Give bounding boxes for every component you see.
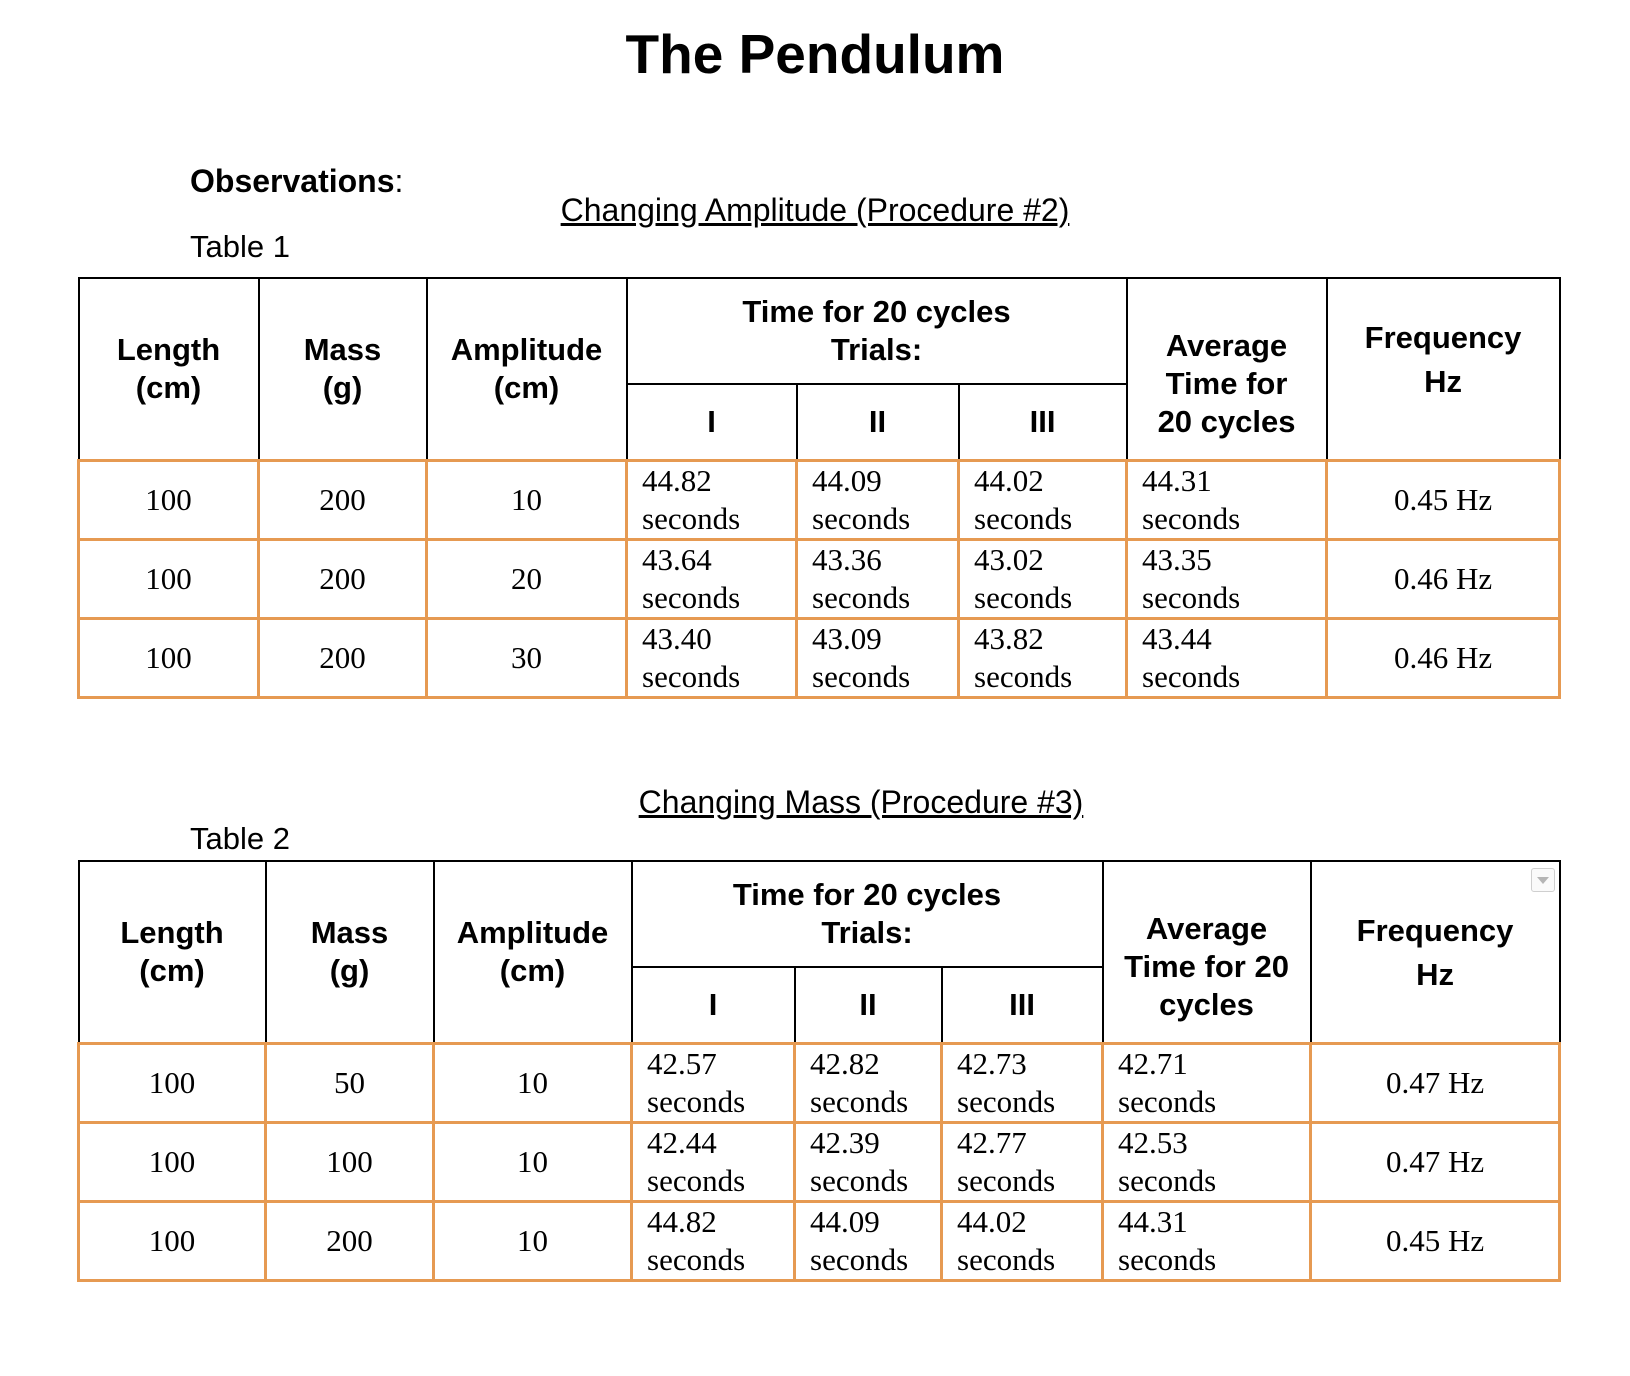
trial-1-unit: seconds (647, 1162, 746, 1198)
trial-2-cell (795, 1201, 942, 1280)
length-cell: 100 (79, 1043, 266, 1122)
trial-1-unit: seconds (642, 658, 741, 694)
amplitude-cell: 10 (434, 1201, 632, 1280)
table-row (79, 539, 1560, 618)
average-value: 43.35 (1142, 541, 1212, 577)
mass-cell: 200 (266, 1201, 434, 1280)
trial-1-value: 43.64 (642, 541, 712, 577)
table2-header-frequency-line2: Hz (1416, 957, 1454, 992)
trial-3-cell (942, 1043, 1103, 1122)
table1-heading: Changing Amplitude (Procedure #2) (560, 192, 1070, 228)
length-cell: 100 (79, 1201, 266, 1280)
trial-1-unit: seconds (642, 500, 741, 536)
table1-header-mass (259, 278, 427, 460)
trial-2-value: 42.82 (810, 1045, 880, 1081)
table1-header-average-line1: Average (1165, 327, 1288, 363)
average-value: 44.31 (1118, 1203, 1188, 1239)
table2-label: Table 2 (190, 821, 290, 856)
table1-header-average-line3: 20 cycles (1157, 403, 1296, 439)
trial-3-value: 42.77 (957, 1124, 1027, 1160)
trial-3-cell (959, 460, 1127, 539)
table1-header-frequency-line1: Frequency (1364, 320, 1522, 355)
amplitude-cell: 20 (427, 539, 627, 618)
average-cell (1103, 1043, 1311, 1122)
length-cell: 100 (79, 539, 259, 618)
table-row (79, 618, 1560, 697)
trial-2-unit: seconds (812, 500, 911, 536)
frequency-cell: 0.45 Hz (1311, 1201, 1560, 1280)
average-unit: seconds (1142, 658, 1241, 694)
dropdown-arrow-icon[interactable] (1531, 868, 1555, 892)
trial-1-value: 42.44 (647, 1124, 717, 1160)
table1-header-time (627, 278, 1127, 384)
mass-cell: 50 (266, 1043, 434, 1122)
table-row (79, 1043, 1560, 1122)
trial-1-cell (627, 618, 797, 697)
trial-2-cell (795, 1122, 942, 1201)
mass-cell: 200 (259, 539, 427, 618)
table2-header-frequency (1311, 861, 1560, 1043)
trial-2-unit: seconds (812, 579, 911, 615)
average-cell (1103, 1122, 1311, 1201)
trial-3-unit: seconds (957, 1241, 1056, 1277)
trial-1-unit: seconds (642, 579, 741, 615)
table2-header-time-line2: Trials: (821, 915, 913, 950)
table1-header-average (1127, 278, 1327, 460)
table2-header-average (1103, 861, 1311, 1043)
trial-1-unit: seconds (647, 1083, 746, 1119)
trial-3-unit: seconds (974, 500, 1073, 536)
table2-header-average-line1: Average (1145, 910, 1268, 946)
average-cell (1127, 460, 1327, 539)
trial-1-cell (627, 539, 797, 618)
trial-1-unit: seconds (647, 1241, 746, 1277)
table2-header-average-line3: cycles (1159, 986, 1254, 1022)
trial-3-unit: seconds (957, 1162, 1056, 1198)
table2-header-frequency-line1: Frequency (1356, 913, 1514, 948)
trial-3-value: 43.02 (974, 541, 1044, 577)
trial-3-cell (959, 539, 1127, 618)
trial-3-cell (959, 618, 1127, 697)
trial-2-unit: seconds (810, 1241, 909, 1277)
table1-header-frequency (1327, 278, 1560, 460)
table2-header-amplitude-line2: (cm) (499, 952, 566, 988)
average-cell (1127, 618, 1327, 697)
table2-header-time-line1: Time for 20 cycles (732, 877, 1002, 912)
amplitude-cell: 30 (427, 618, 627, 697)
trial-3-value: 44.02 (957, 1203, 1027, 1239)
length-cell: 100 (79, 618, 259, 697)
trial-1-cell (632, 1201, 795, 1280)
page-title: The Pendulum (625, 23, 1005, 85)
table2-header-trial-1: I (632, 967, 795, 1043)
trial-2-value: 43.36 (812, 541, 882, 577)
table1-header-trial-3: III (959, 384, 1127, 460)
frequency-cell: 0.47 Hz (1311, 1043, 1560, 1122)
table1 (77, 277, 1561, 699)
mass-cell: 100 (266, 1122, 434, 1201)
table2-header-mass-line1: Mass (310, 914, 389, 950)
trial-1-value: 44.82 (642, 462, 712, 498)
mass-cell: 200 (259, 460, 427, 539)
average-unit: seconds (1142, 579, 1241, 615)
length-cell: 100 (79, 1122, 266, 1201)
frequency-cell: 0.45 Hz (1327, 460, 1560, 539)
table1-header-mass-line1: Mass (303, 331, 382, 367)
trial-1-value: 44.82 (647, 1203, 717, 1239)
average-cell (1103, 1201, 1311, 1280)
trial-2-value: 44.09 (810, 1203, 880, 1239)
trial-2-cell (795, 1043, 942, 1122)
mass-cell: 200 (259, 618, 427, 697)
trial-2-unit: seconds (810, 1162, 909, 1198)
table1-header-amplitude-line1: Amplitude (450, 331, 603, 367)
table2 (77, 860, 1561, 1282)
trial-1-value: 42.57 (647, 1045, 717, 1081)
trial-1-value: 43.40 (642, 620, 712, 656)
amplitude-cell: 10 (427, 460, 627, 539)
table2-header-trial-3: III (942, 967, 1103, 1043)
table1-header-frequency-line2: Hz (1424, 364, 1462, 399)
table2-header-time (632, 861, 1103, 967)
table1-header-average-line2: Time for (1165, 365, 1288, 401)
table2-header-mass (266, 861, 434, 1043)
trial-3-cell (942, 1122, 1103, 1201)
table1-header-length-line2: (cm) (135, 369, 202, 405)
trial-2-value: 42.39 (810, 1124, 880, 1160)
trial-3-unit: seconds (974, 658, 1073, 694)
trial-3-value: 44.02 (974, 462, 1044, 498)
length-cell: 100 (79, 460, 259, 539)
table2-heading: Changing Mass (Procedure #3) (638, 784, 1084, 820)
average-unit: seconds (1142, 500, 1241, 536)
frequency-cell: 0.46 Hz (1327, 618, 1560, 697)
trial-3-unit: seconds (974, 579, 1073, 615)
table2-header-length-line2: (cm) (139, 952, 205, 988)
trial-2-unit: seconds (812, 658, 911, 694)
average-value: 42.71 (1118, 1045, 1188, 1081)
average-unit: seconds (1118, 1241, 1217, 1277)
trial-1-cell (632, 1122, 795, 1201)
table1-header-amplitude (427, 278, 627, 460)
trial-3-value: 42.73 (957, 1045, 1027, 1081)
trial-2-cell (797, 539, 959, 618)
table1-header-length (79, 278, 259, 460)
table1-header-length-line1: Length (116, 331, 221, 367)
trial-3-cell (942, 1201, 1103, 1280)
trial-2-value: 43.09 (812, 620, 882, 656)
table-row (79, 1122, 1560, 1201)
trial-3-unit: seconds (957, 1083, 1056, 1119)
frequency-cell: 0.46 Hz (1327, 539, 1560, 618)
table-row (79, 1201, 1560, 1280)
frequency-cell: 0.47 Hz (1311, 1122, 1560, 1201)
observations-colon: : (394, 163, 404, 199)
average-value: 42.53 (1118, 1124, 1188, 1160)
trial-2-cell (797, 460, 959, 539)
trial-2-cell (797, 618, 959, 697)
average-unit: seconds (1118, 1162, 1217, 1198)
average-cell (1127, 539, 1327, 618)
table2-header-length (79, 861, 266, 1043)
trial-1-cell (627, 460, 797, 539)
table2-header-average-line2: Time for 20 (1124, 948, 1289, 984)
trial-2-unit: seconds (810, 1083, 909, 1119)
table1-header-amplitude-line2: (cm) (493, 369, 560, 405)
amplitude-cell: 10 (434, 1043, 632, 1122)
table2-header-mass-line2: (g) (329, 952, 370, 988)
average-unit: seconds (1118, 1083, 1217, 1119)
table1-header-time-line2: Trials: (830, 332, 923, 367)
average-value: 44.31 (1142, 462, 1212, 498)
table2-header-trial-2: II (795, 967, 942, 1043)
table1-header-trial-1: I (627, 384, 797, 460)
trial-2-value: 44.09 (812, 462, 882, 498)
average-value: 43.44 (1142, 620, 1212, 656)
table1-header-trial-2: II (797, 384, 959, 460)
observations-label-text: Observations (190, 163, 395, 199)
trial-3-value: 43.82 (974, 620, 1044, 656)
table2-header-amplitude (434, 861, 632, 1043)
table1-header-mass-line2: (g) (322, 369, 363, 405)
table1-header-time-line1: Time for 20 cycles (742, 294, 1011, 329)
table2-header-amplitude-line1: Amplitude (456, 914, 609, 950)
table2-header-length-line1: Length (120, 914, 224, 950)
table1-label: Table 1 (190, 229, 290, 264)
amplitude-cell: 10 (434, 1122, 632, 1201)
table-row (79, 460, 1560, 539)
trial-1-cell (632, 1043, 795, 1122)
